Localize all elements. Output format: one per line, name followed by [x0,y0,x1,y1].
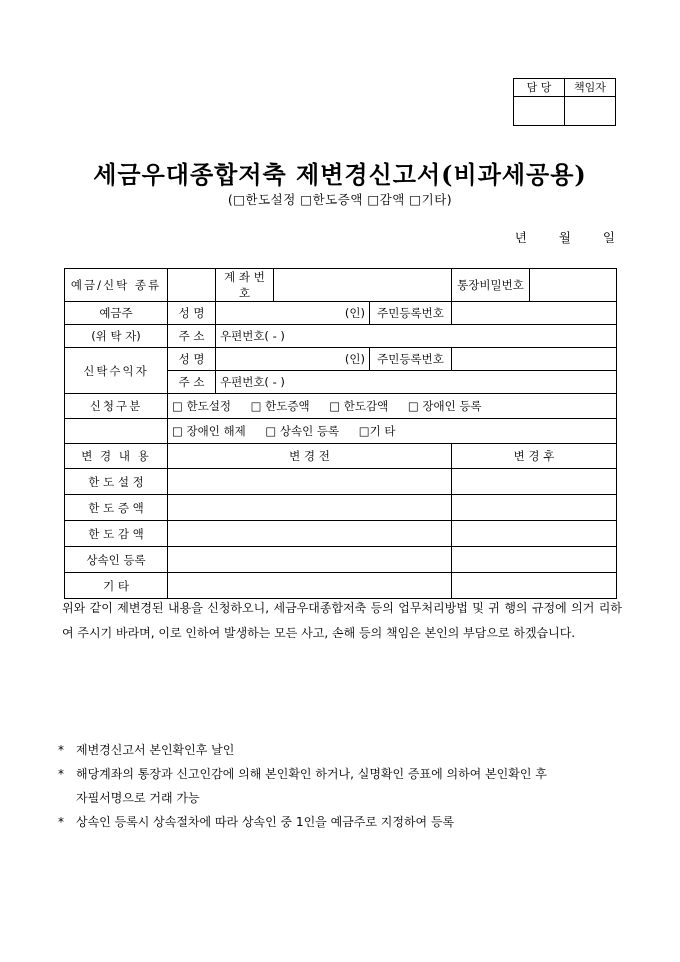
row-label-limit-set: 한 도 설 정 [65,469,168,495]
checkbox-etc[interactable]: □기 타 [358,424,396,438]
field-owner-name[interactable] [216,302,370,325]
note-text-1: 제변경신고서 본인확인후 날인 [76,743,235,757]
request-type-options-row1 [168,394,617,419]
date-month-label: 월 [558,230,572,245]
list-item [58,762,628,786]
label-deposit-type: 예금/신탁 종류 [65,269,168,302]
list-item [58,810,628,834]
cell-after-heir-register[interactable] [452,547,617,573]
page-subtitle: (□한도설정 □한도증액 □감액 □기타) [227,192,453,207]
table-row [65,469,617,495]
label-beneficiary-address: 주 소 [168,371,216,394]
table-row [65,547,617,573]
main-form-table [64,268,617,599]
owner-seal-mark: (인) [344,306,365,320]
cell-after-limit-decrease[interactable] [452,521,617,547]
note-star-icon: * [58,767,64,781]
date-line [489,228,616,246]
row-owner-address [65,325,617,348]
row-request-type [65,394,617,419]
cell-before-limit-increase[interactable] [168,495,452,521]
cell-before-etc[interactable] [168,573,452,599]
approval-header-manager: 책임자 [565,79,616,97]
field-beneficiary-rrn[interactable] [452,348,617,371]
beneficiary-seal-mark: (인) [344,352,365,366]
header-after: 변 경 후 [452,444,617,469]
checkbox-limit-decrease[interactable]: □ 한도감액 [329,399,389,413]
notes-section [58,738,628,834]
cell-after-etc[interactable] [452,573,617,599]
approval-header-row [514,79,616,97]
label-owner-line2: (위 탁 자) [65,325,168,348]
note-star-icon: * [58,815,64,829]
checkbox-limit-set[interactable]: □ 한도설정 [172,399,231,413]
label-account-no: 계 좌 번 호 [216,269,274,302]
approval-signature-staff[interactable] [514,97,565,126]
field-account-no[interactable] [274,269,452,302]
row-owner-name [65,302,617,325]
note-star-icon: * [58,743,64,757]
approval-signature-row [514,97,616,126]
change-table-header [65,444,617,469]
row-label-heir-register: 상속인 등록 [65,547,168,573]
label-owner-rrn: 주민등록번호 [370,302,452,325]
row-beneficiary-name [65,348,617,371]
declaration-paragraph: 위와 같이 제변경된 내용을 신청하오니, 세금우대종합저축 등의 업무처리방법 및 귀 행의 규정에 의거 리하여 주시기 바라며, 이로 인하여 발생하는 모든 사고, 손해 등의 책임은 본인의 부담으로 하겠습니다. [62,601,622,640]
label-owner-name: 성 명 [168,302,216,325]
checkbox-disability-release[interactable]: □ 장애인 해제 [172,424,246,438]
date-year-label: 년 [514,230,528,245]
row-label-etc: 기 타 [65,573,168,599]
field-deposit-type[interactable] [168,269,216,302]
note-text-2-cont: 자필서명으로 거래 가능 [76,791,200,805]
date-day-label: 일 [602,230,616,245]
request-type-options-row2 [168,419,617,444]
field-owner-address[interactable]: 우편번호( - ) [216,325,617,348]
approval-signature-manager[interactable] [565,97,616,126]
label-request-type: 신청구분 [65,394,168,419]
label-owner-line1: 예금주 [65,302,168,325]
cell-before-heir-register[interactable] [168,547,452,573]
row-label-limit-decrease: 한 도 감 액 [65,521,168,547]
page-title: 세금우대종합저축 제변경신고서(비과세공용) [93,160,587,189]
cell-after-limit-increase[interactable] [452,495,617,521]
label-beneficiary-rrn: 주민등록번호 [370,348,452,371]
field-beneficiary-name[interactable] [216,348,370,371]
label-passbook-password: 통장비밀번호 [452,269,530,302]
label-beneficiary: 신탁수익자 [65,348,168,394]
checkbox-limit-increase[interactable]: □ 한도증액 [250,399,310,413]
field-owner-rrn[interactable] [452,302,617,325]
note-text-3: 상속인 등록시 상속절차에 따라 상속인 중 1인을 예금주로 지정하여 등록 [76,815,455,829]
approval-header-staff: 담 당 [514,79,565,97]
table-row [65,495,617,521]
approval-stamp-box [513,78,616,126]
row-label-limit-increase: 한 도 증 액 [65,495,168,521]
checkbox-heir-register[interactable]: □ 상속인 등록 [265,424,340,438]
field-passbook-password[interactable] [530,269,617,302]
label-owner-address: 주 소 [168,325,216,348]
header-before: 변 경 전 [168,444,452,469]
label-request-type-spacer [65,419,168,444]
cell-after-limit-set[interactable] [452,469,617,495]
table-row [65,521,617,547]
note-text-2: 해당계좌의 통장과 신고인감에 의해 본인확인 하거나, 실명확인 증표에 의하여 본인확인 후 [76,767,547,781]
field-beneficiary-address[interactable]: 우편번호( - ) [216,371,617,394]
cell-before-limit-decrease[interactable] [168,521,452,547]
cell-before-limit-set[interactable] [168,469,452,495]
table-row [65,573,617,599]
row-request-type-2 [65,419,617,444]
row-deposit-type [65,269,617,302]
list-item [58,738,628,762]
checkbox-disability-register[interactable]: □ 장애인 등록 [407,399,482,413]
label-beneficiary-name: 성 명 [168,348,216,371]
header-change-content: 변 경 내 용 [65,444,168,469]
